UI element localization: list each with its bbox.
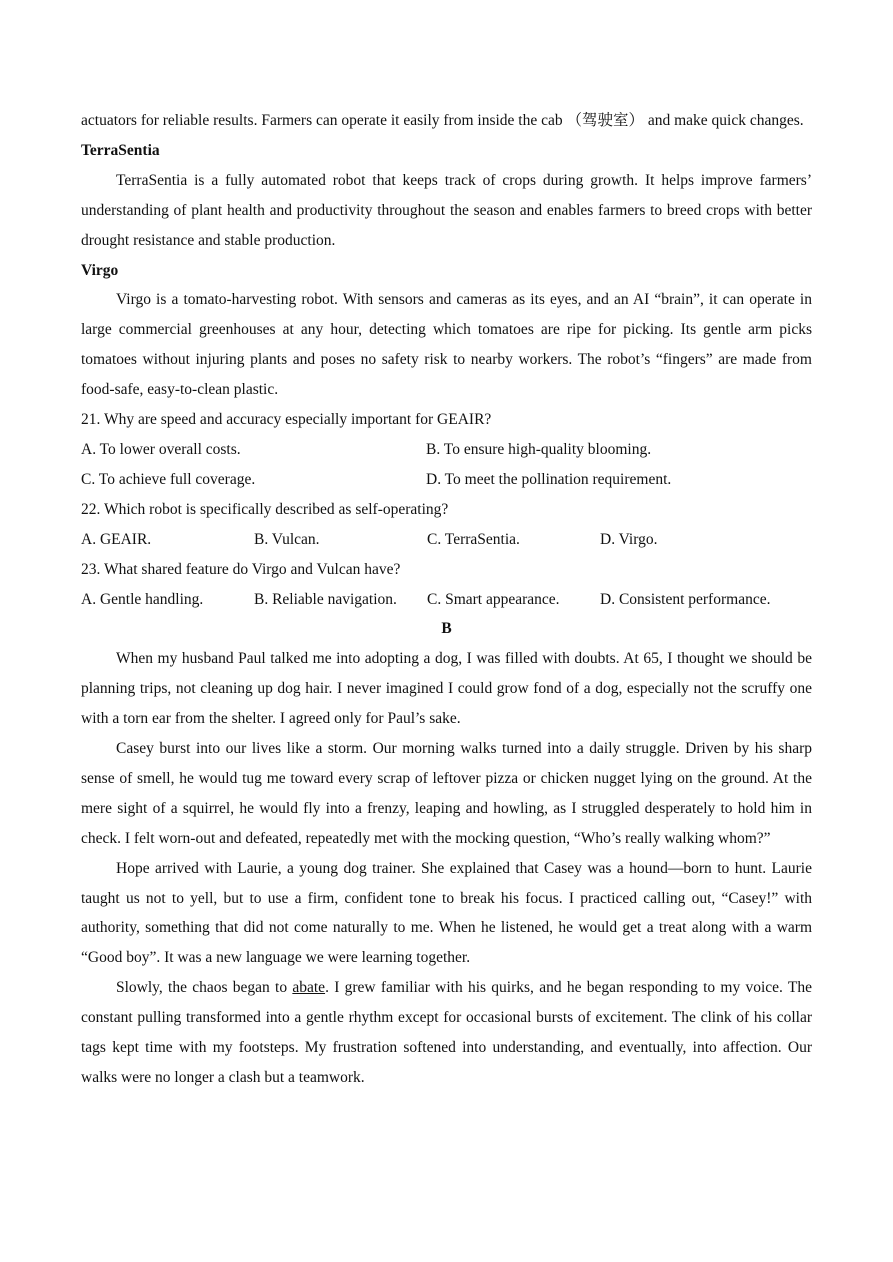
question-21-option-c: C. To achieve full coverage. (81, 470, 256, 488)
paragraph-4-lead: Slowly, the chaos began to (116, 979, 293, 997)
terrasentia-paragraph: TerraSentia is a fully automated robot that keeps track of crops during growth. It helps improve farmers’ understanding of plant health and productivity throughout the season and enables farmers to breed crops with better drought resistance and stable production. (81, 171, 812, 249)
passage-b-paragraph-2: Casey burst into our lives like a storm. Our morning walks turned into a daily struggle. Driven by his sharp sense of smell, he would tug me toward every scrap of leftover pizza or chicken nugget lying on the ground. At the mere sight of a squirrel, he would fly into a frenzy, leaping and howling, as I struggled desperately to hold him in check. I felt worn-out and defeated, repeatedly met with the mocking question, “Who’s really walking whom?” (81, 740, 812, 847)
question-23-option-c: C. Smart appearance. (427, 590, 560, 608)
question-23-option-d: D. Consistent performance. (600, 590, 771, 608)
passage-b-paragraph-3: Hope arrived with Laurie, a young dog trainer. She explained that Casey was a hound—born to hunt. Laurie taught us not to yell, but to use a firm, confident tone to break his focus. I practiced calling out, “Casey!” with authority, something that did not come naturally to me. When he listened, he would get a treat along with a warm “Good boy”. It was a new language we were learning together. (81, 859, 812, 967)
question-22-options (81, 525, 812, 555)
virgo-paragraph: Virgo is a tomato-harvesting robot. With sensors and cameras as its eyes, and an AI “brain”, it can operate in large commercial greenhouses at any hour, detecting which tomatoes are ripe for picking. Its gentle arm picks tomatoes without injuring plants and poses no safety risk to nearby workers. The robot’s “fingers” are made from food-safe, easy-to-clean plastic. (81, 291, 812, 399)
passage-b-paragraph-4 (81, 973, 812, 1093)
question-21-stem: 21. Why are speed and accuracy especially important for GEAIR? (81, 411, 492, 429)
vulcan-description-tail: actuators for reliable results. Farmers can operate it easily from inside the cab （驾驶室） and make quick changes. (81, 112, 804, 129)
question-22-stem: 22. Which robot is specifically described as self-operating? (81, 500, 449, 518)
virgo-heading: Virgo (81, 261, 119, 279)
passage-b-title: B (441, 620, 452, 638)
question-22-option-d: D. Virgo. (600, 530, 658, 548)
question-22-option-a: A. GEAIR. (81, 530, 152, 548)
question-23-option-b: B. Reliable navigation. (254, 590, 397, 608)
question-23-option-a: A. Gentle handling. (81, 590, 204, 608)
underlined-word-abate: abate (292, 979, 326, 997)
question-21-options-row-2 (81, 465, 812, 495)
question-23-options (81, 585, 812, 615)
question-21-option-b: B. To ensure high-quality blooming. (426, 440, 652, 458)
question-22-option-c: C. TerraSentia. (427, 530, 520, 548)
exam-page (81, 106, 812, 1093)
question-21-options-row-1 (81, 435, 812, 465)
question-22-option-b: B. Vulcan. (254, 530, 320, 548)
question-21-option-a: A. To lower overall costs. (81, 440, 241, 458)
paragraph-4-rest: . I grew familiar with his quirks, and he began responding to my voice. The constant pulling transformed into a gentle rhythm except for occasional bursts of excitement. The clink of his collar tags kept time with my footsteps. My frustration softened into understanding, and eventually, into affection. Our walks were no longer a clash but a teamwork. (81, 979, 812, 1086)
question-23-stem: 23. What shared feature do Virgo and Vulcan have? (81, 560, 401, 578)
passage-b-paragraph-1: When my husband Paul talked me into adopting a dog, I was filled with doubts. At 65, I thought we should be planning trips, not cleaning up dog hair. I never imagined I could grow fond of a dog, especially not the scruffy one with a torn ear from the shelter. I agreed only for Paul’s sake. (81, 650, 812, 728)
question-21-option-d: D. To meet the pollination requirement. (426, 470, 672, 488)
terrasentia-heading: TerraSentia (81, 141, 160, 159)
